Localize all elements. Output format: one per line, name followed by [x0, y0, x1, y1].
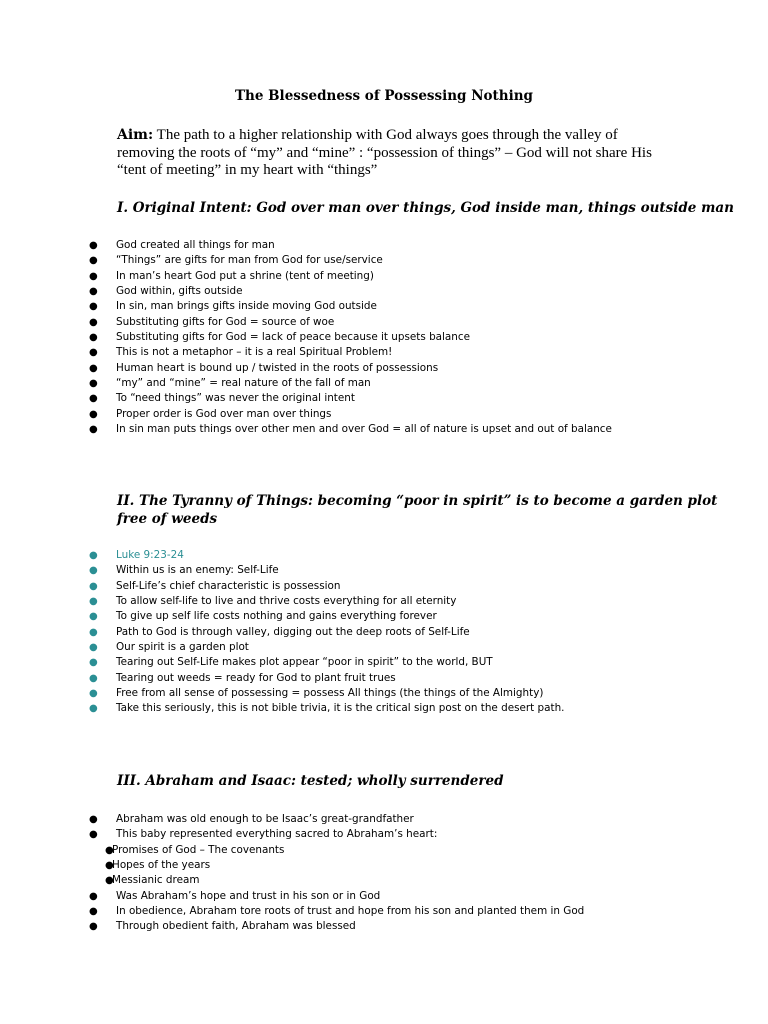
- aim-paragraph: [117, 127, 657, 180]
- aim-text: The path to a higher relationship with God always goes through the valley of removing the roots of “my” and “mine” : “possession of things” – God will not share His “tent of meeting” in my heart with “things”: [117, 127, 652, 178]
- bullet: ●: [89, 829, 98, 841]
- bullet: ●: [89, 688, 98, 700]
- bullet: ●: [89, 270, 98, 282]
- bullet: ●: [105, 875, 114, 887]
- document-title: The Blessedness of Possessing Nothing: [235, 88, 533, 104]
- bullet: ●: [89, 672, 98, 684]
- bullet: ●: [105, 860, 114, 872]
- bullet: ●: [89, 286, 98, 298]
- section-2-heading: [117, 492, 717, 528]
- bullet: ●: [89, 642, 98, 654]
- bullet: ●: [89, 657, 98, 669]
- bullet: ●: [89, 596, 98, 608]
- bullet: ●: [89, 626, 98, 638]
- bullet: ●: [105, 844, 114, 856]
- bullet: ●: [89, 921, 98, 933]
- bullet: ●: [89, 362, 98, 374]
- bullet: ●: [89, 408, 98, 420]
- bullet: ●: [89, 565, 98, 577]
- document-page: The Blessedness of Possessing Nothing Aim: The path to a higher relationship with God always goes through the valley of removing the roots of “my” and “mine” : “possession of things” – God will not share His “tent of meeting” in my heart with “things” I. Original Intent: God over man over things, God inside man, things outside man ● God created all things for man ● “Things” are gifts for man from God for use/service ● In man’s heart God put a shrine (tent of meeting) ● God within, gifts outside ● In sin, man brings gifts inside moving God outside ● Substituting gifts for God = source of woe ● Substituting gifts for God = lack of peace because it upsets balance ● This is not a metaphor – it is a real Spiritual Problem! ● Human heart is bound up / twisted in the roots of possessions ● “my” and “mine” = real nature of the fall of man ● To “need things” was never the original intent ● Proper order is God over man over things ● In sin man puts things over other men and over God = all of nature is upset and out of balance II. The Tyranny of Things: becoming “poor in spirit” is to become a garden plot free of weeds ● Luke 9:23-24 ● Within us is an enemy: Self-Life ● Self-Life’s chief characteristic is possession ● To allow self-life to live and thrive costs everything for all eternity ● To give up self life costs nothing and gains everything forever ● Path to God is through valley, digging out the deep roots of Self-Life ● Our spirit is a garden plot ● Tearing out Self-Life makes plot appear “poor in spirit” to the world, BUT ● Tearing out weeds = ready for God to plant fruit trues ● Free from all sense of possessing = possess All things (the things of the Almighty) ● Take this seriously, this is not bible trivia, it is the critical sign post on the desert path. III. Abraham and Isaac: tested; wholly surrendered ● Abraham was old enough to be Isaac’s great-grandfather ● This baby represented everything sacred to Abraham’s heart: ● Promises of God – The covenants ● Hopes of the years ● Messianic dream ● Was Abraham’s hope and trust in his son or in God ● In obedience, Abraham tore roots of trust and hope from his son and planted them in God ● Through obedient faith, Abraham was blessed: [0, 0, 768, 1024]
- scripture-reference-link[interactable]: Luke 9:23-24: [116, 549, 184, 561]
- section-2-heading-line-1: II. The Tyranny of Things: becoming “poor in spirit” is to become a garden plot: [117, 493, 718, 509]
- bullet: ●: [89, 347, 98, 359]
- bullet: ●: [89, 378, 98, 390]
- bullet: ●: [89, 580, 98, 592]
- section-3-heading: III. Abraham and Isaac: tested; wholly surrendered: [117, 773, 504, 789]
- bullet: ●: [89, 424, 98, 436]
- bullet: ●: [89, 240, 98, 251]
- section-1-heading: I. Original Intent: God over man over things, God inside man, things outside man: [117, 200, 734, 216]
- bullet: ●: [89, 703, 98, 715]
- bullet: ●: [89, 332, 98, 344]
- bullet: ●: [89, 301, 98, 313]
- bullet: ●: [89, 814, 98, 825]
- bullet: ●: [89, 611, 98, 623]
- bullet: ●: [89, 316, 98, 328]
- aim-label: Aim:: [117, 127, 154, 143]
- section-2-heading-line-2: free of weeds: [117, 511, 218, 527]
- bullet: ●: [89, 906, 98, 918]
- bullet: ●: [89, 890, 98, 902]
- bullet: ●: [89, 255, 98, 267]
- bullet: ●: [89, 550, 98, 561]
- bullet: ●: [89, 393, 98, 405]
